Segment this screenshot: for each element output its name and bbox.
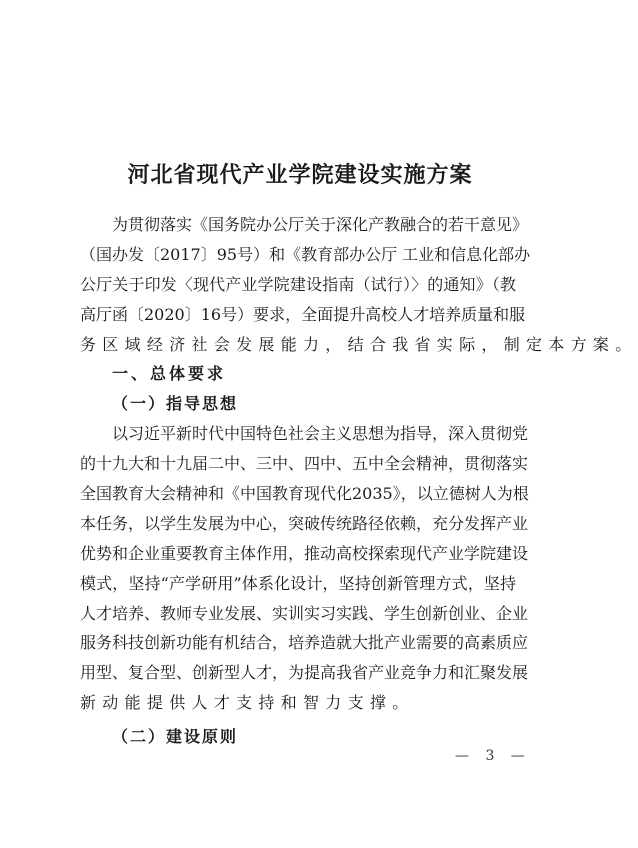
page-number: — 3 —: [455, 748, 531, 764]
paragraph-line: 模式，坚持“产学研用”体系化设计，坚持创新管理方式，坚持: [80, 573, 516, 593]
subsection-heading: （二）建设原则: [112, 727, 239, 747]
paragraph-line: （国办发〔2017〕95号）和《教育部办公厅 工业和信息化部办: [80, 244, 531, 264]
paragraph-line: 公厅关于印发〈现代产业学院建设指南（试行）〉的通知》（教: [80, 274, 516, 294]
paragraph-line: 新动能提供人才支持和智力支撑。: [80, 693, 415, 713]
paragraph-line: 优势和企业重要教育主体作用，推动高校探索现代产业学院建设: [80, 543, 529, 563]
paragraph-line: 全国教育大会精神和《中国教育现代化2035》，以立德树人为根: [80, 484, 529, 504]
document-title: 河北省现代产业学院建设实施方案: [127, 162, 473, 188]
paragraph-line: 本任务，以学生发展为中心，突破传统路径依赖，充分发挥产业: [80, 513, 529, 533]
subsection-heading: （一）指导思想: [112, 394, 239, 414]
paragraph-line: 的十九大和十九届二中、三中、四中、五中全会精神，贯彻落实: [80, 454, 529, 474]
paragraph-line: 人才培养、教师专业发展、实训实习实践、学生创新创业、企业: [80, 603, 529, 623]
paragraph-line: 服务科技创新功能有机结合，培养造就大批产业需要的高素质应: [80, 633, 529, 653]
paragraph-line: 高厅函〔2020〕16号）要求，全面提升高校人才培养质量和服: [80, 304, 526, 324]
paragraph-line: 务区域经济社会发展能力，结合我省实际，制定本方案。: [80, 334, 638, 354]
paragraph-line: 为贯彻落实《国务院办公厅关于深化产教融合的若干意见》: [112, 215, 529, 234]
paragraph-line: 用型、复合型、创新型人才，为提高我省产业竞争力和汇聚发展: [80, 663, 529, 683]
document-body: [80, 210, 638, 752]
section-heading: 一、总体要求: [112, 364, 227, 384]
paragraph-line: 以习近平新时代中国特色社会主义思想为指导，深入贯彻党: [112, 424, 529, 444]
